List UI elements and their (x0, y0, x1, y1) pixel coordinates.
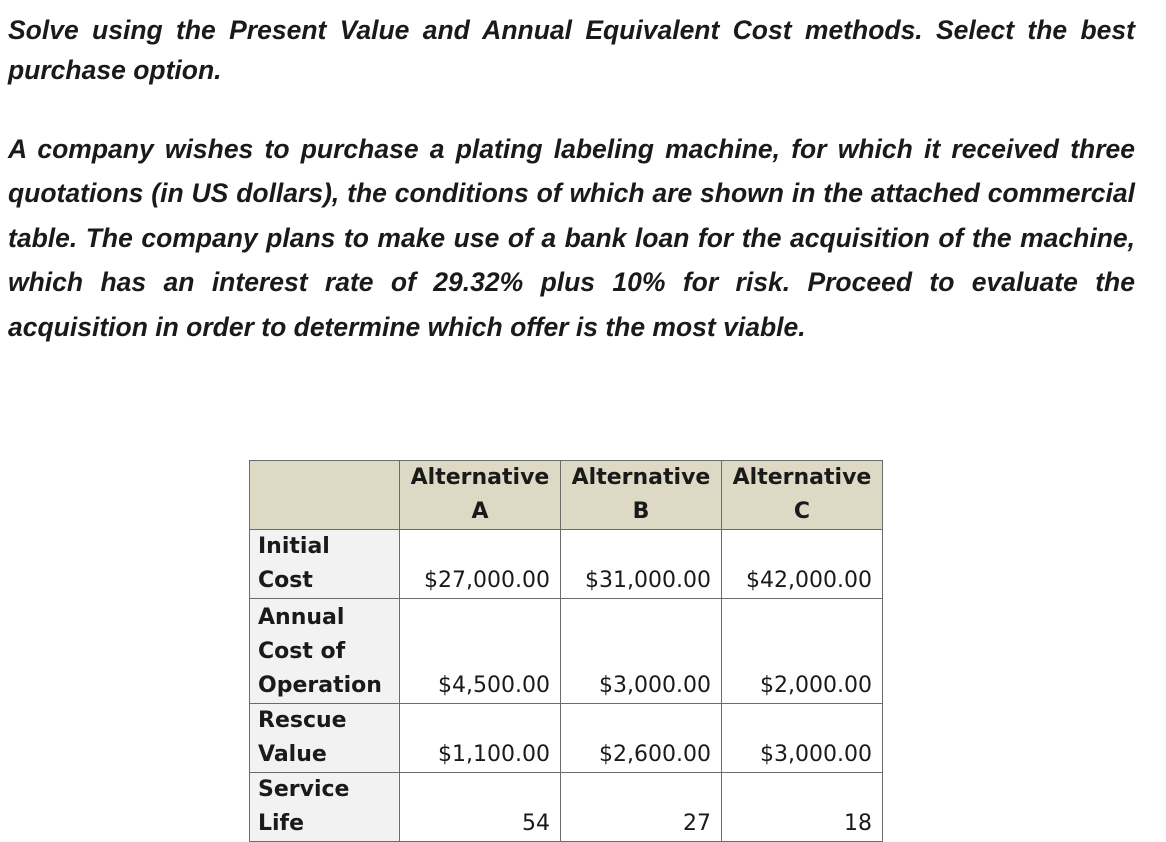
header-alternative-b-line1: Alternative (571, 465, 711, 490)
service-life-b: 27 (561, 773, 722, 842)
row-label-rescue-value (250, 704, 400, 773)
row-label-annual-cost-line1: Annual (258, 605, 345, 630)
header-alternative-c-line1: Alternative (732, 465, 872, 490)
problem-statement: A company wishes to purchase a plating labeling machine, for which it received three quotations (in US dollars), the conditions of which are shown in the attached commercial table. The company plans to make use of a bank loan for the acquisition of the machine, which has an interest rate of 29.32% plus 10% for risk. Proceed to evaluate the acquisition in order to determine which offer is the most viable. (8, 134, 1135, 342)
header-alternative-c (722, 461, 883, 530)
table-row-initial-cost (250, 530, 883, 599)
header-alternative-a (400, 461, 561, 530)
table-row-service-life (250, 773, 883, 842)
initial-cost-c: $42,000.00 (722, 530, 883, 599)
annual-cost-a: $4,500.00 (400, 599, 561, 704)
table-row-rescue-value (250, 704, 883, 773)
row-label-initial-cost: Initial Cost (250, 530, 400, 599)
table-row-annual-cost (250, 599, 883, 704)
service-life-a: 54 (400, 773, 561, 842)
quotation-table (249, 460, 883, 842)
row-label-annual-cost-line3: Operation (258, 673, 382, 698)
table-corner-cell (250, 461, 400, 530)
row-label-annual-cost-line2: Cost of (258, 639, 346, 664)
row-label-annual-cost (250, 599, 400, 704)
row-label-rescue-value-line2: Value (258, 742, 327, 767)
rescue-value-c: $3,000.00 (722, 704, 883, 773)
annual-cost-b: $3,000.00 (561, 599, 722, 704)
instruction-text: Solve using the Present Value and Annual Equivalent Cost methods. Select the best purchase option. (8, 15, 1135, 85)
initial-cost-b: $31,000.00 (561, 530, 722, 599)
header-alternative-c-line2: C (793, 499, 811, 524)
table-header-row (250, 461, 883, 530)
header-alternative-a-line1: Alternative (410, 465, 550, 490)
initial-cost-a: $27,000.00 (400, 530, 561, 599)
header-alternative-a-line2: A (471, 499, 489, 524)
annual-cost-c: $2,000.00 (722, 599, 883, 704)
service-life-c: 18 (722, 773, 883, 842)
row-label-rescue-value-line1: Rescue (258, 708, 347, 733)
header-alternative-b (561, 461, 722, 530)
rescue-value-a: $1,100.00 (400, 704, 561, 773)
rescue-value-b: $2,600.00 (561, 704, 722, 773)
header-alternative-b-line2: B (632, 499, 650, 524)
row-label-service-life: Service Life (250, 773, 400, 842)
